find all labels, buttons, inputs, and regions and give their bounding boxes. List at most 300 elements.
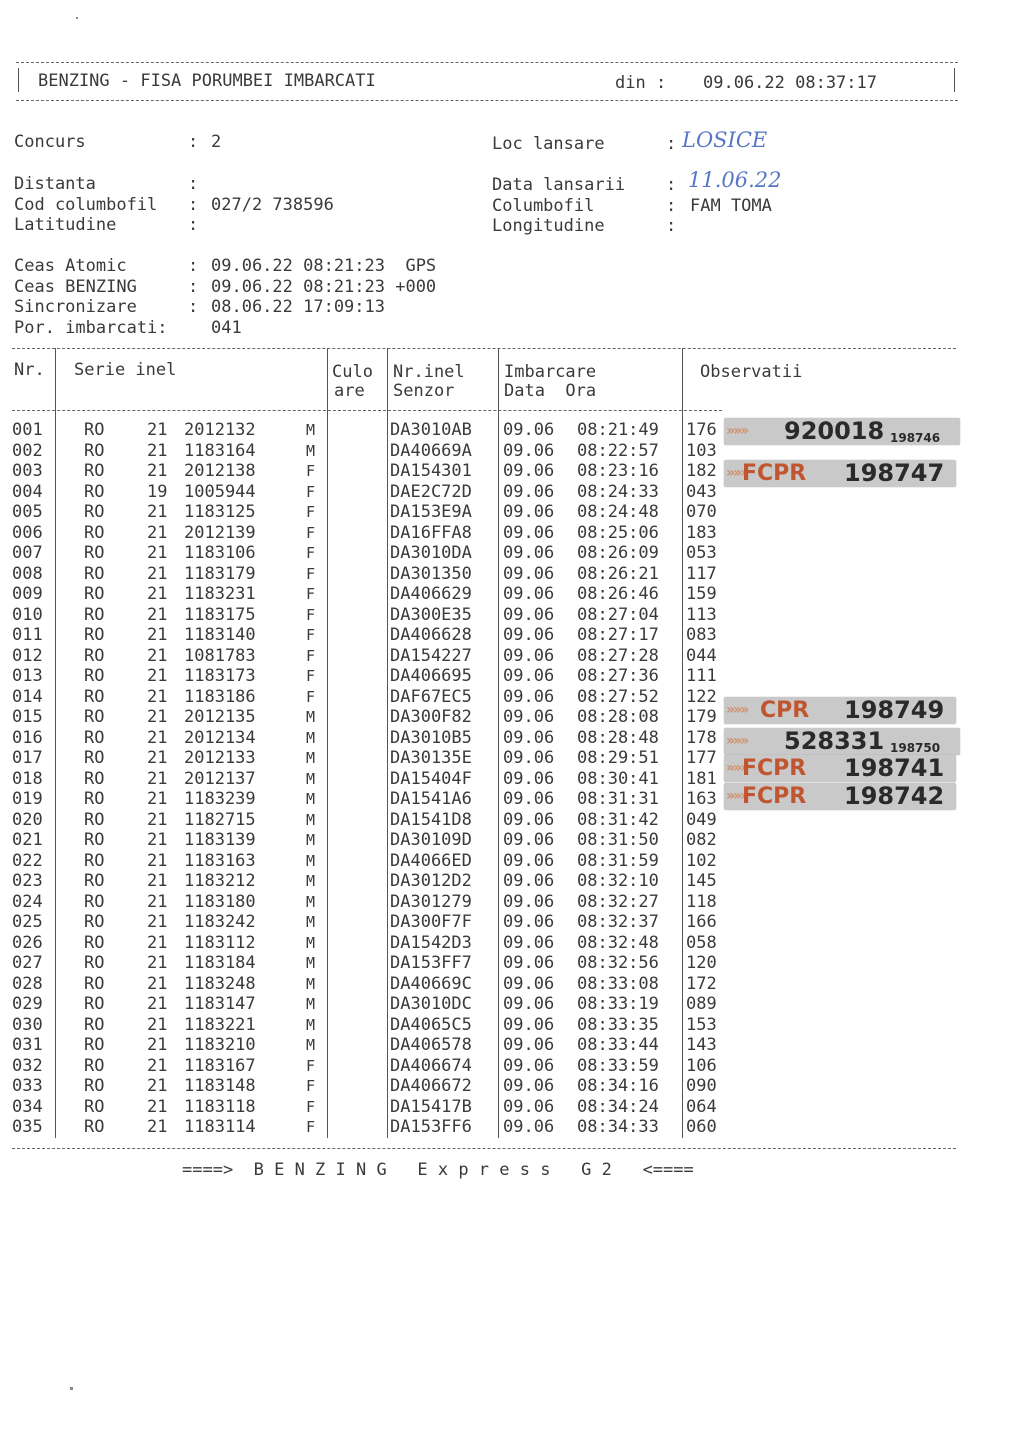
scan-dot [70,1387,73,1390]
cell-sex: M [306,1015,316,1034]
cell-year: 21 [147,543,168,563]
cell-date: 09.06 [503,522,555,543]
cell-sensor: DA406578 [390,1035,472,1055]
cell-sensor: DA300F82 [390,707,472,727]
cell-sensor: DA153FF6 [390,1117,472,1137]
cell-nr: 009 [12,584,43,604]
cell-country: RO [84,666,105,686]
table-row [0,625,1024,646]
cell-nr: 016 [12,727,43,748]
cell-sex: F [306,462,316,480]
header-right-border [954,68,955,92]
cell-year: 21 [147,891,168,912]
cell-sensor: DA406672 [390,1076,472,1096]
cell-obs: 043 [686,481,717,502]
cell-obs: 122 [686,686,717,707]
table-row [0,523,1024,544]
cell-country: RO [84,891,105,912]
sticker-number: 528331 [784,727,885,755]
cell-country: RO [84,1014,105,1035]
table-row [0,605,1024,626]
cell-ring: 1183114 [184,1117,256,1137]
cell-nr: 001 [12,420,43,440]
table-row [0,933,1024,954]
sticker-prefix: FCPR [742,784,807,809]
cell-obs: 118 [686,891,717,912]
cell-obs: 153 [686,1014,717,1035]
cell-year: 21 [147,912,168,932]
cell-sex: F [306,646,316,665]
header-bottom-rule [16,100,958,101]
cell-ring: 1183140 [184,625,256,645]
cell-sensor: DA4066ED [390,850,472,871]
cell-sensor: DA153E9A [390,502,472,522]
cell-obs: 060 [686,1117,717,1137]
cell-date: 09.06 [503,502,555,522]
cell-time: 08:34:24 [577,1096,659,1117]
cell-country: RO [84,1096,105,1117]
table-header-top-rule [12,348,956,349]
table-row [0,564,1024,585]
table-row [0,646,1024,667]
cell-ring: 1183231 [184,584,256,604]
cell-country: RO [84,707,105,727]
ring-sticker [724,728,960,755]
cell-country: RO [84,543,105,563]
cell-sensor: DA3010B5 [390,727,472,748]
cell-obs: 177 [686,748,717,768]
table-row [0,584,1024,605]
cell-time: 08:28:08 [577,707,659,727]
cell-country: RO [84,912,105,932]
cell-obs: 113 [686,604,717,625]
cell-year: 21 [147,522,168,543]
cell-nr: 007 [12,543,43,563]
cell-sensor: DAE2C72D [390,481,472,502]
data-lansarii-colon: : [666,175,677,195]
cell-sensor: DA154227 [390,645,472,666]
cell-country: RO [84,604,105,625]
cell-country: RO [84,522,105,543]
cell-sensor: DA30109D [390,830,472,850]
cell-ring: 2012137 [184,768,256,789]
cell-sex: M [306,851,316,870]
cell-sex: F [306,503,316,521]
cell-country: RO [84,850,105,871]
cell-nr: 022 [12,850,43,871]
cell-ring: 1183163 [184,850,256,871]
ring-sticker [724,697,956,724]
cell-nr: 003 [12,461,43,481]
cell-country: RO [84,932,105,953]
table-row [0,912,1024,933]
cell-country: RO [84,420,105,440]
cell-obs: 103 [686,440,717,461]
cell-year: 21 [147,625,168,645]
ceas-benzing-colon: : [188,277,199,297]
cell-ring: 2012139 [184,522,256,543]
col-header-imbarcare-1: Imbarcare [504,362,597,382]
cell-sensor: DA300F7F [390,912,472,932]
cell-sex: F [306,1077,316,1095]
cell-nr: 014 [12,686,43,707]
cell-ring: 2012138 [184,461,256,481]
cell-date: 09.06 [503,809,555,830]
table-row [0,543,1024,564]
cell-time: 08:31:31 [577,789,659,809]
cell-sex: M [306,913,316,931]
cell-sensor: DA3012D2 [390,871,472,891]
cell-obs: 044 [686,645,717,666]
cell-ring: 1183242 [184,912,256,932]
cell-time: 08:27:52 [577,686,659,707]
cell-sex: M [306,933,316,952]
cell-nr: 015 [12,707,43,727]
cell-ring: 2012133 [184,748,256,768]
cell-sensor: DAF67EC5 [390,686,472,707]
ring-sticker [724,755,956,782]
cell-time: 08:22:57 [577,440,659,461]
cell-nr: 004 [12,481,43,502]
cell-year: 21 [147,748,168,768]
cell-time: 08:34:33 [577,1117,659,1137]
cell-obs: 117 [686,563,717,584]
cell-year: 21 [147,768,168,789]
cell-country: RO [84,1076,105,1096]
cell-sensor: DA406629 [390,584,472,604]
latitudine-label: Latitudine [14,215,117,235]
cell-country: RO [84,440,105,461]
table-row [0,1076,1024,1097]
cell-country: RO [84,625,105,645]
cell-ring: 1183164 [184,440,256,461]
concurs-value: 2 [211,132,222,152]
table-row [0,851,1024,872]
cell-obs: 106 [686,1055,717,1076]
cell-time: 08:32:37 [577,912,659,932]
cell-year: 21 [147,563,168,584]
data-lansarii-value-handwritten: 11.06.22 [688,168,782,192]
cell-country: RO [84,461,105,481]
cell-sex: M [306,441,316,460]
cell-sex: M [306,749,316,767]
cell-date: 09.06 [503,625,555,645]
cell-year: 21 [147,830,168,850]
cell-ring: 1182715 [184,809,256,830]
cell-time: 08:27:17 [577,625,659,645]
cell-year: 21 [147,420,168,440]
col-header-imbarcare-2: Data Ora [504,381,597,401]
cell-ring: 1183173 [184,666,256,686]
cell-obs: 070 [686,502,717,522]
cell-date: 09.06 [503,830,555,850]
table-row [0,1117,1024,1138]
cell-sensor: DA1542D3 [390,932,472,953]
sincronizare-colon: : [188,297,199,317]
ring-sticker [724,418,960,445]
sticker-pattern-icon: »»» [726,760,748,776]
cell-obs: 178 [686,727,717,748]
cell-ring: 1183179 [184,563,256,584]
date-value: 09.06.22 08:37:17 [703,73,877,93]
cell-year: 21 [147,809,168,830]
cell-time: 08:33:59 [577,1055,659,1076]
cell-nr: 027 [12,953,43,973]
cell-time: 08:32:48 [577,932,659,953]
cell-year: 21 [147,1117,168,1137]
cell-sex: F [306,523,316,542]
cell-nr: 005 [12,502,43,522]
cell-obs: 082 [686,830,717,850]
cell-year: 21 [147,871,168,891]
cell-obs: 145 [686,871,717,891]
cell-obs: 053 [686,543,717,563]
cell-sex: M [306,421,316,439]
cell-obs: 083 [686,625,717,645]
cell-sensor: DA153FF7 [390,953,472,973]
cell-year: 21 [147,1076,168,1096]
cell-ring: 2012132 [184,420,256,440]
cell-sensor: DA30135E [390,748,472,768]
cell-obs: 058 [686,932,717,953]
cell-year: 21 [147,973,168,994]
cell-date: 09.06 [503,789,555,809]
cell-year: 21 [147,502,168,522]
cell-ring: 1005944 [184,481,256,502]
cell-obs: 120 [686,953,717,973]
cell-sex: M [306,892,316,911]
cell-year: 21 [147,440,168,461]
cell-sensor: DA3010DC [390,994,472,1014]
cell-date: 09.06 [503,768,555,789]
cell-ring: 1183212 [184,871,256,891]
cell-time: 08:30:41 [577,768,659,789]
cell-ring: 1183106 [184,543,256,563]
cell-nr: 011 [12,625,43,645]
cell-ring: 1183184 [184,953,256,973]
loc-value-handwritten: LOSICE [682,128,768,152]
table-bottom-rule [12,1148,956,1149]
cell-ring: 1183221 [184,1014,256,1035]
ceas-benzing-label: Ceas BENZING [14,277,137,297]
ceas-atomic-value: 09.06.22 08:21:23 GPS [211,256,437,276]
cod-colon: : [188,195,199,215]
sticker-number: 198749 [844,696,945,724]
cell-time: 08:34:16 [577,1076,659,1096]
cell-year: 21 [147,686,168,707]
data-lansarii-label: Data lansarii [492,175,626,195]
cell-country: RO [84,871,105,891]
cell-time: 08:31:59 [577,850,659,871]
cell-time: 08:29:51 [577,748,659,768]
cell-time: 08:28:48 [577,727,659,748]
cell-sensor: DA406674 [390,1055,472,1076]
ceas-atomic-colon: : [188,256,199,276]
cell-time: 08:26:09 [577,543,659,563]
col-header-serie: Serie inel [74,360,177,380]
cell-sex: M [306,790,316,808]
cell-sensor: DA40669A [390,440,472,461]
cell-date: 09.06 [503,727,555,748]
cell-date: 09.06 [503,932,555,953]
ceas-benzing-value: 09.06.22 08:21:23 +000 [211,277,437,297]
cell-sex: M [306,831,316,849]
cell-date: 09.06 [503,1076,555,1096]
cell-date: 09.06 [503,891,555,912]
cell-time: 08:32:56 [577,953,659,973]
cod-label: Cod columbofil [14,195,158,215]
cell-country: RO [84,768,105,789]
cell-date: 09.06 [503,912,555,932]
cell-sensor: DA1541A6 [390,789,472,809]
concurs-colon: : [188,132,199,152]
cell-country: RO [84,973,105,994]
cell-obs: 179 [686,707,717,727]
cell-ring: 1183118 [184,1096,256,1117]
cell-sensor: DA301350 [390,563,472,584]
cell-time: 08:24:33 [577,481,659,502]
table-row [0,502,1024,523]
cell-sex: M [306,974,316,993]
cell-year: 21 [147,1014,168,1035]
col-header-culoare-1: Culo [332,362,373,382]
cell-date: 09.06 [503,1055,555,1076]
cell-year: 19 [147,481,168,502]
cell-time: 08:26:21 [577,563,659,584]
cell-sensor: DA154301 [390,461,472,481]
table-row [0,1035,1024,1056]
cell-time: 08:26:46 [577,584,659,604]
cell-time: 08:33:19 [577,994,659,1014]
cell-country: RO [84,1035,105,1055]
scan-dot [76,17,78,19]
longitudine-colon: : [666,216,677,236]
table-row [0,666,1024,687]
cell-obs: 183 [686,522,717,543]
sticker-prefix: FCPR [742,461,807,486]
sincronizare-label: Sincronizare [14,297,137,317]
cell-date: 09.06 [503,1035,555,1055]
cell-ring: 1183167 [184,1055,256,1076]
cell-year: 21 [147,1035,168,1055]
cell-time: 08:31:50 [577,830,659,850]
cell-nr: 024 [12,891,43,912]
cell-year: 21 [147,1096,168,1117]
cell-nr: 002 [12,440,43,461]
cell-sex: M [306,995,316,1013]
ring-sticker [724,460,956,487]
por-imbarcati-label: Por. imbarcati: [14,318,168,338]
cell-date: 09.06 [503,645,555,666]
table-row [0,892,1024,913]
cell-sensor: DA406695 [390,666,472,686]
cell-sensor: DA3010AB [390,420,472,440]
table-row [0,1015,1024,1036]
cell-sensor: DA40669C [390,973,472,994]
cell-year: 21 [147,1055,168,1076]
cod-value: 027/2 738596 [211,195,334,215]
cell-ring: 1183147 [184,994,256,1014]
cell-year: 21 [147,727,168,748]
cell-ring: 1183125 [184,502,256,522]
columbofil-colon: : [666,196,677,216]
cell-sex: M [306,810,316,829]
cell-time: 08:25:06 [577,522,659,543]
cell-country: RO [84,953,105,973]
table-row [0,953,1024,974]
loc-label: Loc lansare [492,134,605,154]
cell-ring: 1183139 [184,830,256,850]
cell-date: 09.06 [503,973,555,994]
cell-date: 09.06 [503,420,555,440]
cell-ring: 1183210 [184,1035,256,1055]
col-header-nrinel-1: Nr.inel [393,362,465,382]
cell-date: 09.06 [503,440,555,461]
cell-ring: 1183175 [184,604,256,625]
ring-sticker [724,783,956,810]
cell-obs: 159 [686,584,717,604]
col-header-observatii: Observatii [700,362,803,382]
cell-nr: 029 [12,994,43,1014]
cell-country: RO [84,789,105,809]
cell-nr: 020 [12,809,43,830]
cell-nr: 018 [12,768,43,789]
cell-sensor: DA15404F [390,768,472,789]
cell-time: 08:27:36 [577,666,659,686]
cell-date: 09.06 [503,871,555,891]
cell-obs: 102 [686,850,717,871]
cell-nr: 035 [12,1117,43,1137]
cell-sex: F [306,667,316,685]
sticker-pattern-icon: »»» [726,465,748,481]
cell-country: RO [84,1055,105,1076]
cell-date: 09.06 [503,1096,555,1117]
cell-sex: M [306,728,316,747]
cell-obs: 181 [686,768,717,789]
cell-sex: F [306,585,316,603]
concurs-label: Concurs [14,132,86,152]
cell-country: RO [84,830,105,850]
cell-date: 09.06 [503,563,555,584]
date-label: din : [615,73,667,93]
sticker-small-number: 198746 [890,431,941,445]
cell-country: RO [84,994,105,1014]
cell-country: RO [84,584,105,604]
cell-obs: 089 [686,994,717,1014]
columbofil-label: Columbofil [492,196,595,216]
cell-sensor: DA4065C5 [390,1014,472,1035]
table-row [0,994,1024,1015]
cell-nr: 013 [12,666,43,686]
cell-time: 08:33:08 [577,973,659,994]
cell-date: 09.06 [503,994,555,1014]
cell-sex: M [306,872,316,890]
cell-year: 21 [147,994,168,1014]
cell-sex: F [306,1118,316,1136]
cell-nr: 012 [12,645,43,666]
cell-ring: 1081783 [184,645,256,666]
cell-nr: 021 [12,830,43,850]
cell-time: 08:27:28 [577,645,659,666]
cell-date: 09.06 [503,707,555,727]
cell-sex: F [306,605,316,624]
cell-time: 08:33:35 [577,1014,659,1035]
cell-year: 21 [147,645,168,666]
cell-sex: F [306,544,316,562]
table-row [0,1056,1024,1077]
sticker-pattern-icon: »»» [726,788,748,804]
cell-year: 21 [147,789,168,809]
